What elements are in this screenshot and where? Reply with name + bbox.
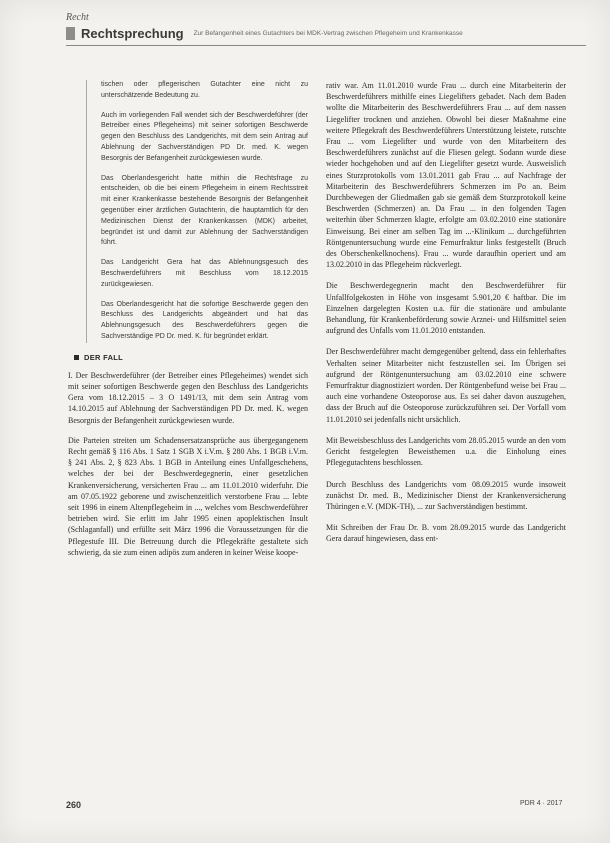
journal-issue: PDR 4 · 2017 [520, 800, 563, 807]
body-paragraph: rativ war. Am 11.01.2010 wurde Frau ... durch eine Mitarbeiterin der Beschwerdeführers mithilfe eines Liegelifters gebadet. Nach dem Baden wollte die Mitarbeiterin des Beschwerdeführers Frau ... auf dem nassen Liegelifter trocknen und anziehen. Obwohl bei dieser Maßnahme eine weitere Pflegekraft des Beschwerdeführers Unterstützung leistete, rutschte Frau ... vom Liegelifter und wurde von den Mitarbeitern des Beschwerdeführers zunächst auf die Fliesen gelegt. Sodann wurde diese wieder hochgehoben und auf den Liegelifter gesetzt wurde. Ausweislich eines Sturzprotokolls vom 13.01.2011 gab Frau ... auf Nachfrage der Mitarbeiterin des Beschwerdeführers Schmerzen im Po an. Beim Durchbewegen der Gliedmaßen gab sie gemäß dem Sturzprotokoll keine Beschwerden (Schmerzen) an. Da Frau ... in den folgenden Tagen weiterhin über Schmerzen klagte, erfolgte am 03.02.2010 eine stationäre Einweisung. Bei einer am selben Tag im ...-Klinikum ... durchgeführten Röntgenuntersuchung wurde eine Femurfraktur links festgestellt (Bruch des Oberschenkelknochens). Frau ... wurde daraufhin operiert und am 13.02.2010 in das Pflegeheim rückverlegt. [326, 81, 566, 270]
body-paragraph: I. Der Beschwerdeführer (der Betreiber eines Pflegeheimes) wendet sich mit seiner sofortigen Beschwerde gegen den Beschluss des Landgerichts Gera vom 18.12.2015 – 3 O 1491/13, mit dem sein Antrag vom 14.10.2015 auf Ablehnung der Sachverständigen PD Dr. med. K. wegen Besorgnis der Befangenheit zurückgewiesen wurde. [68, 370, 308, 425]
header-title: Rechtsprechung [81, 26, 184, 41]
summary-paragraph: Auch im vorliegenden Fall wendet sich der Beschwerdeführer (der Betreiber eines Pflegeheims) mit seiner sofortigen Beschwerde gegen den Beschluss des Landgerichts, mit dem sein Antrag auf Ablehnung der Sachverständigen PD Dr. med. K. wegen Besorgnis der Befangenheit zurückgewiesen wurde. [101, 111, 308, 162]
page-number: 260 [66, 800, 82, 810]
body-paragraph: Die Parteien streiten um Schadensersatzansprüche aus übergegangenem Recht gemäß § 116 Abs. 1 Satz 1 SGB X i.V.m. § 280 Abs. 1 BGB i.V.m. § 241 Abs. 2, § 823 Abs. 1 BGB in Anteilung eines Unfallgeschehens, welches der bei der Beschwerdegegnerin, einer gesetzlichen Krankenversicherung, versicherten Frau ... am 11.01.2010 widerfuhr. Die am 07.05.1922 geborene und zwischenzeitlich verstorbene Frau ... lebte seit 1996 in einem Altenpflegeheim in ..., welches vom Beschwerdeführer betrieben wird. Sie erlitt im Jahr 1995 einen apoplektischen Insult (Schlaganfall) und erfülltе seit März 1996 die Voraussetzungen für die Pflegestufe III. Die Betreuung durch die Pflegekräfte gestaltete sich schwierig, da sie zum einen adipös zum anderen in keiner Weise koope- [68, 435, 308, 557]
right-column [326, 80, 566, 555]
header-subtitle: Zur Befangenheit eines Gutachters bei MDK-Vertrag zwischen Pflegeheim und Krankenkasse [193, 30, 463, 37]
summary-box [86, 80, 308, 343]
left-column [68, 80, 308, 567]
page-header [66, 26, 586, 41]
summary-paragraph: tischen oder pflegerischen Gutachter eine nicht zu unterschätzende Bedeutung zu. [101, 81, 308, 99]
body-paragraph: Der Beschwerdeführer macht demgegenüber geltend, dass ein fehlerhaftes Verhalten seiner Mitarbeiter nicht festzustellen sei. Im Übrigen sei aufgrund der Röntgenuntersuchung am 03.02.2010 eine schwere Femurfraktur diagnostiziert worden. Der Röntgenbefund weise bei Frau ... auch eine vorhandene Osteoporose aus. Es sei daher davon auszugehen, dass der Bruch auf die Osteoporose zurückzuführen sei. Der Vorfall vom 11.01.2010 sei jedenfalls nicht ursächlich. [326, 347, 566, 424]
header-marker [66, 27, 75, 40]
body-paragraph: Die Beschwerdegegnerin macht den Beschwerdeführer für Unfallfolgekosten in Höhe von insgesamt 5.901,20 € haftbar. Die im Einzelnen dargelegten Kosten u.a. für die stationäre und ambulante Behandlung, für Krankenbeförderung sowie Arznei- und Hilfsmittel seien aufgrund des Unfalls vom 11.01.2010 entstanden. [326, 281, 566, 336]
summary-paragraph: Das Oberlandesgericht hat die sofortige Beschwerde gegen den Beschluss des Landgerichts abgeändert und hat das Ablehnungsgesuch des Beschwerdeführers gegen die Sachverständige PD Dr. med. K. für begründet erklärt. [101, 300, 308, 340]
body-paragraph: Mit Beweisbeschluss des Landgerichts vom 28.05.2015 wurde an den vom Gericht festgelegten Beweisthemen u.a. die Einholung eines Pflegegutachtens beschlossen. [326, 435, 566, 468]
section-heading [74, 353, 308, 362]
header-divider [66, 45, 586, 46]
section-kicker: Recht [66, 12, 89, 23]
section-heading-label: DER FALL [84, 352, 124, 362]
body-paragraph: Mit Schreiben der Frau Dr. B. vom 28.09.2015 wurde das Landgericht Gera darauf hingewiesen, dass ent- [326, 523, 566, 544]
bullet-square-icon [74, 355, 79, 360]
body-paragraph: Durch Beschluss des Landgerichts vom 08.09.2015 wurde insoweit zunächst Dr. med. B., Medizinischer Dienst der Krankenversicherung Thüringen e.V. (MDK-TH), ... zur Sachverständigen bestimmt. [326, 479, 566, 511]
summary-paragraph: Das Oberlandesgericht hatte mithin die Rechtsfrage zu entscheiden, ob die bei einem Pflegeheim in einem Rechtsstreit mit einer Krankenkasse bestehende Besorgnis der Befangenheit gegenüber einer ärztlichen Gutachterin, die hauptamtlich für den Medizinischen Dienst der Krankenkassen (MDK) arbeitet, begründet ist und damit zur Ablehnung der Sachverständigen führt. [101, 174, 308, 247]
summary-paragraph: Das Landgericht Gera hat das Ablehnungsgesuch des Beschwerdeführers mit Beschluss vom 18.12.2015 zurückgewiesen. [101, 259, 308, 288]
